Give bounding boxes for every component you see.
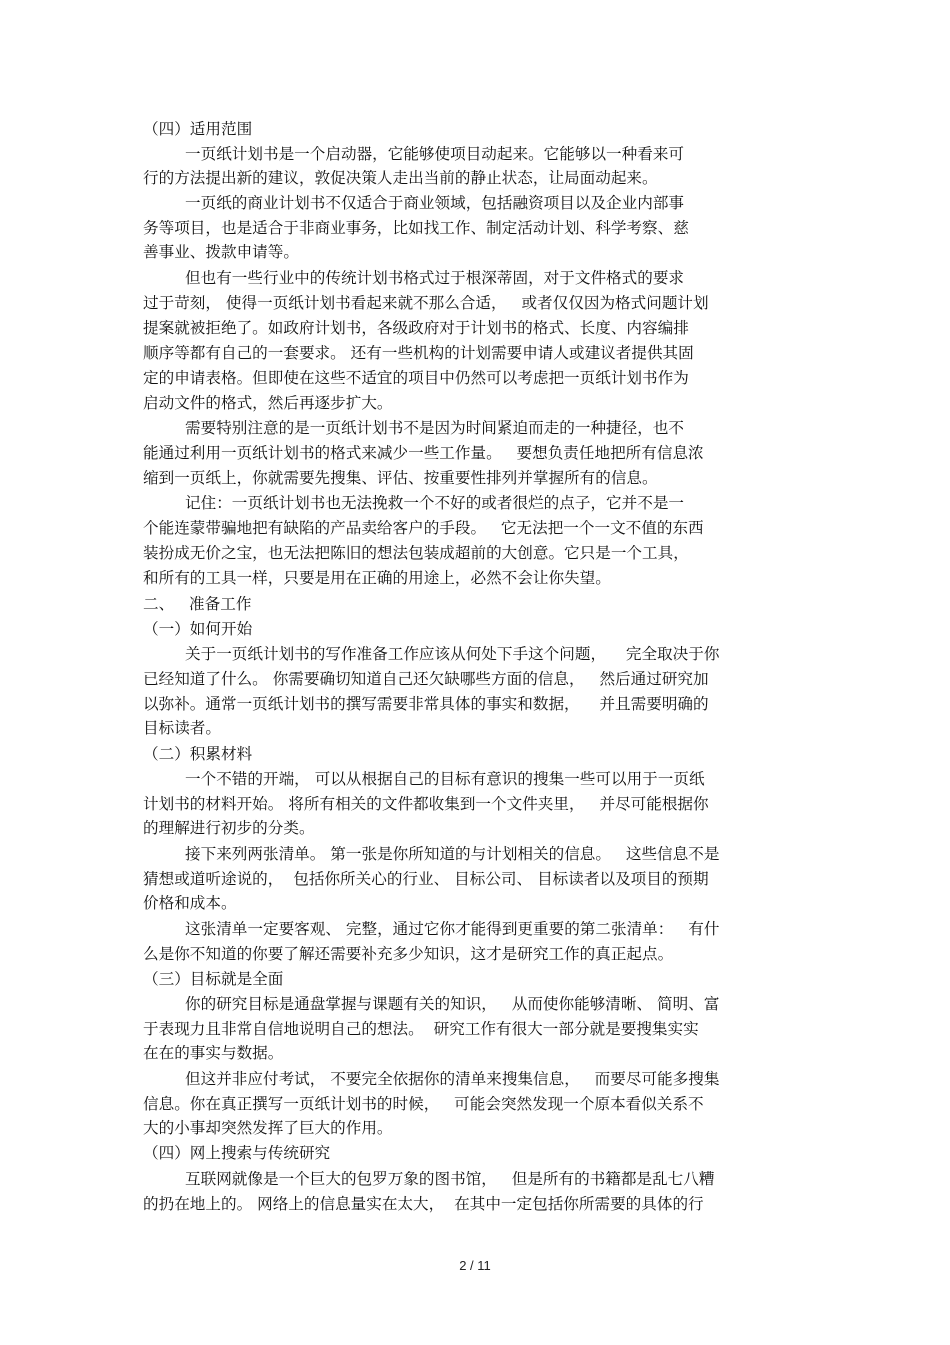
paragraph-line: 一页纸计划书是一个启动器，它能够使项目动起来。它能够以一种看来可: [185, 145, 685, 163]
paragraph-line: 启动文件的格式，然后再逐步扩大。: [143, 394, 393, 412]
paragraph-line: 过于苛刻， 使得一页纸计划书看起来就不那么合适， 或者仅仅因为格式问题计划: [143, 294, 709, 312]
paragraph-line: 的理解进行初步的分类。: [143, 819, 315, 837]
paragraph-line: 价格和成本。: [143, 894, 237, 912]
paragraph-line: 记住：一页纸计划书也无法挽救一个不好的或者很烂的点子，它并不是一: [185, 494, 685, 512]
paragraph-line: 以弥补。通常一页纸计划书的撰写需要非常具体的事实和数据， 并且需要明确的: [143, 695, 709, 713]
paragraph-line: 需要特别注意的是一页纸计划书不是因为时间紧迫而走的一种捷径，也不: [185, 419, 685, 437]
paragraph-line: 但也有一些行业中的传统计划书格式过于根深蒂固，对于文件格式的要求: [185, 269, 685, 287]
page-number: 2 / 11: [459, 1258, 491, 1273]
paragraph-line: 接下来列两张清单。 第一张是你所知道的与计划相关的信息。 这些信息不是: [185, 845, 720, 863]
paragraph-line: 能通过利用一页纸计划书的格式来减少一些工作量。 要想负责任地把所有信息浓: [143, 444, 704, 462]
paragraph-line: 猜想或道听途说的， 包括你所关心的行业、 目标公司、 目标读者以及项目的预期: [143, 870, 709, 888]
paragraph-line: 提案就被拒绝了。如政府计划书，各级政府对于计划书的格式、长度、内容编排: [143, 319, 689, 337]
paragraph-line: 一页纸的商业计划书不仅适合于商业领域，包括融资项目以及企业内部事: [185, 194, 685, 212]
paragraph-line: 你的研究目标是通盘掌握与课题有关的知识， 从而使你能够清晰、 简明、富: [185, 995, 720, 1013]
paragraph-line: 行的方法提出新的建议，敦促决策人走出当前的静止状态，让局面动起来。: [143, 169, 658, 187]
paragraph-line: 顺序等都有自己的一套要求。 还有一些机构的计划需要申请人或建议者提供其固: [143, 344, 694, 362]
paragraph-line: 互联网就像是一个巨大的包罗万象的图书馆， 但是所有的书籍都是乱七八糟: [185, 1170, 715, 1188]
section-heading: 二、 准备工作: [143, 595, 252, 613]
paragraph-line: 于表现力且非常自信地说明自己的想法。 研究工作有很大一部分就是要搜集实实: [143, 1020, 699, 1038]
paragraph-line: 务等项目，也是适合于非商业事务，比如找工作、制定活动计划、科学考察、慈: [143, 219, 689, 237]
paragraph-line: 在在的事实与数据。: [143, 1044, 284, 1062]
paragraph-line: 一个不错的开端， 可以从根据自己的目标有意识的搜集一些可以用于一页纸: [185, 770, 705, 788]
paragraph-line: 善事业、拨款申请等。: [143, 243, 299, 261]
paragraph-line: 大的小事却突然发挥了巨大的作用。: [143, 1119, 393, 1137]
heading-scope: （四）适用范围: [143, 120, 253, 138]
paragraph-line: 的扔在地上的。 网络上的信息量实在太大， 在其中一定包括你所需要的具体的行: [143, 1195, 704, 1213]
paragraph-line: 关于一页纸计划书的写作准备工作应该从何处下手这个问题， 完全取决于你: [185, 645, 720, 663]
subheading-accumulate: （二）积累材料: [143, 745, 253, 763]
subheading-online-search: （四）网上搜索与传统研究: [143, 1144, 331, 1162]
paragraph-line: 目标读者。: [143, 719, 221, 737]
paragraph-line: 么是你不知道的你要了解还需要补充多少知识，这才是研究工作的真正起点。: [143, 945, 674, 963]
paragraph-line: 这张清单一定要客观、 完整，通过它你才能得到更重要的第二张清单： 有什: [185, 920, 720, 938]
paragraph-line: 缩到一页纸上，你就需要先搜集、评估、按重要性排列并掌握所有的信息。: [143, 469, 658, 487]
subheading-how-to-start: （一）如何开始: [143, 620, 253, 638]
paragraph-line: 个能连蒙带骗地把有缺陷的产品卖给客户的手段。 它无法把一个一文不值的东西: [143, 519, 704, 537]
paragraph-line: 已经知道了什么。 你需要确切知道自己还欠缺哪些方面的信息， 然后通过研究加: [143, 670, 709, 688]
paragraph-line: 但这并非应付考试， 不要完全依据你的清单来搜集信息， 而要尽可能多搜集: [185, 1070, 720, 1088]
paragraph-line: 定的申请表格。但即使在这些不适宜的项目中仍然可以考虑把一页纸计划书作为: [143, 369, 689, 387]
paragraph-line: 信息。你在真正撰写一页纸计划书的时候， 可能会突然发现一个原本看似关系不: [143, 1095, 704, 1113]
paragraph-line: 和所有的工具一样，只要是用在正确的用途上，必然不会让你失望。: [143, 569, 611, 587]
paragraph-line: 计划书的材料开始。 将所有相关的文件都收集到一个文件夹里， 并尽可能根据你: [143, 795, 709, 813]
paragraph-line: 装扮成无价之宝，也无法把陈旧的想法包装成超前的大创意。它只是一个工具，: [143, 544, 689, 562]
subheading-goal: （三）目标就是全面: [143, 970, 284, 988]
